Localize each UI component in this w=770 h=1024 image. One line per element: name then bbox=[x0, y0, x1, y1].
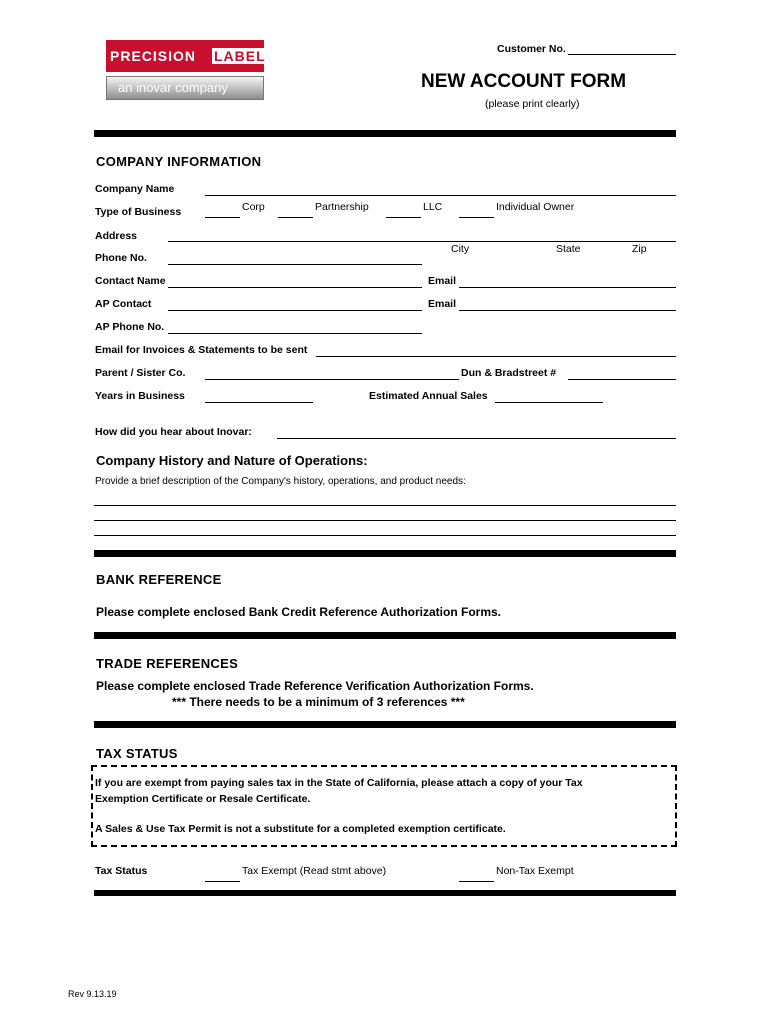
contact-name-field[interactable] bbox=[168, 287, 422, 288]
history-heading: Company History and Nature of Operations: bbox=[96, 453, 368, 468]
email-invoices-field[interactable] bbox=[316, 356, 676, 357]
city-label: City bbox=[451, 243, 470, 255]
section-divider bbox=[94, 632, 676, 639]
contact-name-label: Contact Name bbox=[95, 275, 166, 287]
customer-no-label: Customer No. bbox=[497, 43, 566, 55]
non-tax-exempt-checkbox-line[interactable] bbox=[459, 881, 494, 882]
history-line-2[interactable] bbox=[94, 520, 676, 521]
ap-contact-field[interactable] bbox=[168, 310, 422, 311]
section-divider bbox=[94, 130, 676, 137]
address-field[interactable] bbox=[168, 241, 676, 242]
annual-sales-label: Estimated Annual Sales bbox=[369, 390, 488, 402]
revision-label: Rev 9.13.19 bbox=[68, 989, 117, 999]
hear-about-label: How did you hear about Inovar: bbox=[95, 426, 252, 438]
section-divider bbox=[94, 890, 676, 896]
partnership-checkbox-line[interactable] bbox=[278, 217, 313, 218]
individual-owner-checkbox-line[interactable] bbox=[459, 217, 494, 218]
type-of-business-label: Type of Business bbox=[95, 206, 182, 218]
phone-field[interactable] bbox=[168, 264, 422, 265]
trade-references-heading: TRADE REFERENCES bbox=[96, 656, 239, 671]
state-label: State bbox=[556, 243, 581, 255]
company-name-field[interactable] bbox=[205, 195, 676, 196]
dun-bradstreet-label: Dun & Bradstreet # bbox=[461, 367, 557, 379]
page-subtitle: (please print clearly) bbox=[485, 98, 580, 110]
email-invoices-label: Email for Invoices & Statements to be sent bbox=[95, 344, 308, 356]
address-label: Address bbox=[95, 230, 138, 242]
partnership-label: Partnership bbox=[315, 201, 369, 213]
zip-label: Zip bbox=[632, 243, 647, 255]
tax-status-label: Tax Status bbox=[95, 865, 148, 877]
tax-exempt-checkbox-line[interactable] bbox=[205, 881, 240, 882]
tax-status-heading: TAX STATUS bbox=[96, 746, 178, 761]
parent-co-label: Parent / Sister Co. bbox=[95, 367, 186, 379]
tax-notice-line-3: A Sales & Use Tax Permit is not a substitute for a completed exemption certificate. bbox=[95, 823, 506, 835]
years-in-business-label: Years in Business bbox=[95, 390, 185, 402]
history-description: Provide a brief description of the Company's history, operations, and product needs: bbox=[95, 476, 466, 487]
phone-label: Phone No. bbox=[95, 252, 147, 264]
email-field[interactable] bbox=[459, 287, 676, 288]
logo-brand-right: LABEL bbox=[214, 48, 266, 64]
corp-label: Corp bbox=[242, 201, 265, 213]
ap-phone-label: AP Phone No. bbox=[95, 321, 165, 333]
history-line-1[interactable] bbox=[94, 505, 676, 506]
tax-exempt-label: Tax Exempt (Read stmt above) bbox=[242, 865, 387, 877]
page-title: NEW ACCOUNT FORM bbox=[421, 71, 627, 92]
history-line-3[interactable] bbox=[94, 535, 676, 536]
logo-brand-left: PRECISION bbox=[110, 48, 197, 64]
section-divider bbox=[94, 550, 676, 557]
bank-reference-text: Please complete enclosed Bank Credit Reference Authorization Forms. bbox=[96, 605, 501, 619]
llc-checkbox-line[interactable] bbox=[386, 217, 421, 218]
ap-email-field[interactable] bbox=[459, 310, 676, 311]
years-in-business-field[interactable] bbox=[205, 402, 313, 403]
ap-email-label: Email bbox=[428, 298, 457, 310]
ap-phone-field[interactable] bbox=[168, 333, 422, 334]
trade-references-text: Please complete enclosed Trade Reference Verification Authorization Forms. bbox=[96, 679, 534, 693]
non-tax-exempt-label: Non-Tax Exempt bbox=[496, 865, 574, 877]
tax-notice-line-2: Exemption Certificate or Resale Certificate. bbox=[95, 793, 311, 805]
section-divider bbox=[94, 721, 676, 728]
ap-contact-label: AP Contact bbox=[95, 298, 152, 310]
parent-co-field[interactable] bbox=[205, 379, 459, 380]
corp-checkbox-line[interactable] bbox=[205, 217, 240, 218]
llc-label: LLC bbox=[423, 201, 443, 213]
individual-owner-label: Individual Owner bbox=[496, 201, 575, 213]
company-name-label: Company Name bbox=[95, 183, 175, 195]
hear-about-field[interactable] bbox=[277, 438, 676, 439]
annual-sales-field[interactable] bbox=[495, 402, 603, 403]
bank-reference-heading: BANK REFERENCE bbox=[96, 572, 222, 587]
tax-notice-line-1: If you are exempt from paying sales tax in the State of California, please attach a copy of your Tax bbox=[95, 777, 583, 789]
customer-no-field[interactable] bbox=[568, 54, 676, 55]
company-info-heading: COMPANY INFORMATION bbox=[96, 154, 262, 169]
logo-tagline: an inovar company bbox=[118, 80, 228, 95]
dun-bradstreet-field[interactable] bbox=[568, 379, 676, 380]
email-label: Email bbox=[428, 275, 457, 287]
trade-references-note: *** There needs to be a minimum of 3 references *** bbox=[172, 695, 465, 709]
